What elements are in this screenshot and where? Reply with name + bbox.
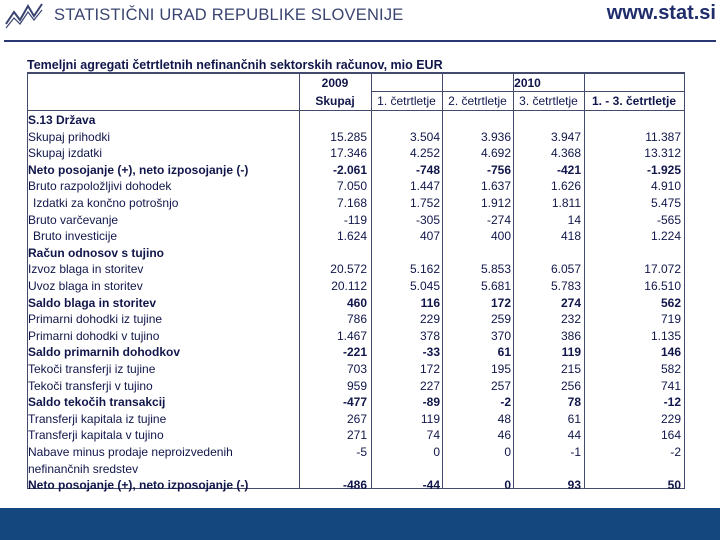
cell-value: 44 <box>567 428 581 443</box>
cell-value: 5.475 <box>650 196 681 210</box>
cell-value: 172 <box>419 362 440 376</box>
table-row <box>27 261 685 278</box>
cell-value: -1.925 <box>646 162 681 177</box>
row-label: Neto posojanje (+), neto izposojanje (-) <box>28 162 249 177</box>
cell-value: -2 <box>500 395 511 410</box>
cell-value: 74 <box>426 428 440 443</box>
year-header-2010: 2010 <box>514 76 541 90</box>
cell-value: 1.811 <box>551 196 581 210</box>
table-row <box>27 145 685 162</box>
cell-value: 267 <box>346 411 367 426</box>
cell-value: 257 <box>490 378 511 393</box>
cell-value: 370 <box>490 328 511 343</box>
cell-value: 61 <box>497 345 511 360</box>
cell-value: 164 <box>660 428 681 443</box>
cell-value: -477 <box>342 395 367 410</box>
row-label: Skupaj izdatki <box>28 146 103 161</box>
table-row <box>27 245 685 262</box>
row-label: S.13 Država <box>28 113 96 127</box>
cell-value: 1.626 <box>550 179 581 194</box>
cell-value: 5.783 <box>550 279 581 293</box>
cell-value: 4.692 <box>480 146 511 161</box>
row-label: Transferji kapitala iz tujine <box>28 411 167 426</box>
col-header-q2: 2. četrtletje <box>448 94 507 108</box>
cell-value: -756 <box>486 162 511 177</box>
cell-value: 562 <box>660 295 681 310</box>
row-label: Neto posojanje (+), neto izposojanje (-) <box>28 478 249 493</box>
cell-value: 229 <box>660 411 681 426</box>
cell-value: 11.387 <box>645 129 681 144</box>
table-row <box>27 162 685 179</box>
cell-value: 582 <box>660 362 681 376</box>
cell-value: 1.624 <box>336 229 367 244</box>
table-top-rule <box>27 72 685 74</box>
cell-value: 78 <box>567 395 581 410</box>
cell-value: 16.510 <box>644 279 681 293</box>
cell-value: 119 <box>561 345 581 360</box>
cell-value: 1.135 <box>650 328 681 343</box>
row-label: nefinančnih sredstev <box>28 461 139 476</box>
cell-value: 386 <box>560 328 581 343</box>
table-row <box>27 228 685 245</box>
cell-value: 0 <box>433 445 440 459</box>
row-label: Skupaj prihodki <box>28 129 111 144</box>
cell-value: -565 <box>656 212 681 227</box>
row-label: Primarni dohodki iz tujine <box>28 312 163 327</box>
table-row <box>27 295 685 312</box>
row-label: Tekoči transferji v tujino <box>28 378 153 393</box>
cell-value: 741 <box>660 378 681 393</box>
cell-value: 259 <box>490 312 511 327</box>
cell-value: 48 <box>497 411 511 426</box>
cell-value: 229 <box>419 312 440 327</box>
site-url-link[interactable]: www.stat.si <box>606 2 716 24</box>
cell-value: 232 <box>560 312 581 327</box>
cell-value: 959 <box>346 378 367 393</box>
cell-value: 4.252 <box>409 146 440 161</box>
cell-value: 719 <box>660 312 681 327</box>
col-header-q3: 3. četrtletje <box>519 94 578 108</box>
cell-value: 215 <box>560 362 581 376</box>
table-row <box>27 394 685 411</box>
surs-logo-icon <box>4 2 46 30</box>
table-row <box>27 444 685 461</box>
row-label: Nabave minus prodaje neproizvedenih <box>28 445 233 459</box>
row-label: Račun odnosov s tujino <box>28 245 165 260</box>
row-label: Primarni dohodki v tujino <box>28 328 160 343</box>
table-row <box>27 178 685 195</box>
cell-value: 1.447 <box>409 179 440 194</box>
cell-value: 1.467 <box>336 328 367 343</box>
cell-value: -1 <box>570 445 581 459</box>
table-row <box>27 112 685 129</box>
table-row <box>27 278 685 295</box>
row-label: Saldo tekočih transakcij <box>28 395 166 410</box>
cell-value: -2.061 <box>332 162 367 177</box>
row-label: Bruto investicije <box>33 229 118 244</box>
cell-value: 17.072 <box>644 262 681 277</box>
cell-value: -12 <box>663 395 681 410</box>
cell-value: -89 <box>422 395 440 410</box>
cell-value: 256 <box>560 378 581 393</box>
cell-value: 195 <box>490 362 511 376</box>
footer-bar <box>0 508 720 540</box>
row-label: Izdatki za končno potrošnjo <box>33 196 179 210</box>
cell-value: 116 <box>420 295 440 310</box>
table-row <box>27 195 685 212</box>
row-label: Bruto razpoložljivi dohodek <box>28 179 172 194</box>
cell-value: -305 <box>415 212 440 227</box>
cell-value: 61 <box>567 411 581 426</box>
row-label: Saldo primarnih dohodkov <box>28 345 181 360</box>
cell-value: -33 <box>422 345 440 360</box>
cell-value: -421 <box>556 162 581 177</box>
cell-value: 703 <box>346 362 367 376</box>
page-header <box>0 0 720 44</box>
row-label: Saldo blaga in storitev <box>28 295 157 310</box>
cell-value: 0 <box>504 478 511 493</box>
table-row <box>27 129 685 146</box>
table-title: Temeljni agregati četrtletnih nefinančnih sektorskih računov, mio EUR <box>27 58 443 72</box>
cell-value: 3.947 <box>550 129 581 144</box>
cell-value: 274 <box>560 295 581 310</box>
cell-value: 786 <box>346 312 367 327</box>
cell-value: -2 <box>670 445 681 459</box>
cell-value: -119 <box>343 212 367 227</box>
cell-value: 1.224 <box>650 229 681 244</box>
col-header-q1-q3: 1. - 3. četrtletje <box>591 94 677 108</box>
cell-value: 1.752 <box>409 196 440 210</box>
cell-value: 119 <box>420 411 440 426</box>
year-2010-underline <box>371 91 684 92</box>
header-rule <box>4 40 716 42</box>
table-row <box>27 212 685 229</box>
cell-value: 50 <box>667 478 681 493</box>
cell-value: 271 <box>346 428 367 443</box>
cell-value: 460 <box>346 295 367 310</box>
cell-value: 20.112 <box>331 279 367 293</box>
header-bottom-rule <box>27 110 685 111</box>
table-row <box>27 461 685 478</box>
row-label: Transferji kapitala v tujino <box>28 428 164 443</box>
cell-value: 3.936 <box>480 129 511 144</box>
table-row <box>27 361 685 378</box>
cell-value: 227 <box>419 378 440 393</box>
row-label: Uvoz blaga in storitev <box>28 279 143 293</box>
cell-value: 5.853 <box>480 262 511 277</box>
table-row <box>27 344 685 361</box>
cell-value: 6.057 <box>550 262 581 277</box>
cell-value: 13.312 <box>644 146 681 161</box>
cell-value: -221 <box>342 345 367 360</box>
cell-value: 93 <box>567 478 581 493</box>
table-row <box>27 427 685 444</box>
org-name: STATISTIČNI URAD REPUBLIKE SLOVENIJE <box>54 6 404 24</box>
table-row <box>27 411 685 428</box>
cell-value: 4.368 <box>550 146 581 161</box>
cell-value: 146 <box>660 345 681 360</box>
cell-value: 46 <box>497 428 511 443</box>
cell-value: -748 <box>415 162 440 177</box>
cell-value: -486 <box>342 478 367 493</box>
cell-value: -44 <box>422 478 440 493</box>
row-label: Izvoz blaga in storitev <box>28 262 144 277</box>
data-table <box>27 72 685 493</box>
cell-value: 17.346 <box>330 146 367 161</box>
cell-value: 0 <box>504 445 511 459</box>
cell-value: 5.162 <box>409 262 440 277</box>
row-label: Bruto varčevanje <box>28 212 119 227</box>
table-row <box>27 378 685 395</box>
cell-value: 400 <box>490 229 511 244</box>
cell-value: 407 <box>419 229 440 244</box>
cell-value: 4.910 <box>650 179 681 194</box>
cell-value: 172 <box>490 295 511 310</box>
cell-value: -5 <box>356 445 367 459</box>
table-row <box>27 477 685 494</box>
table-row <box>27 311 685 328</box>
col-header-q1: 1. četrtletje <box>377 94 436 108</box>
cell-value: 5.681 <box>480 279 511 293</box>
cell-value: 20.572 <box>330 262 367 277</box>
cell-value: 1.637 <box>480 179 511 194</box>
cell-value: 418 <box>560 229 581 244</box>
row-label: Tekoči transferji iz tujine <box>28 362 156 376</box>
cell-value: 15.285 <box>330 129 367 144</box>
cell-value: 3.504 <box>409 129 440 144</box>
cell-value: -274 <box>486 212 511 227</box>
cell-value: 7.050 <box>336 179 367 194</box>
cell-value: 378 <box>419 328 440 343</box>
cell-value: 1.912 <box>480 196 511 210</box>
year-header-2009: 2009 <box>321 76 349 90</box>
cell-value: 7.168 <box>336 196 367 210</box>
cell-value: 5.045 <box>409 279 440 293</box>
col-header-skupaj: Skupaj <box>315 94 355 108</box>
table-row <box>27 328 685 345</box>
cell-value: 14 <box>567 212 581 227</box>
